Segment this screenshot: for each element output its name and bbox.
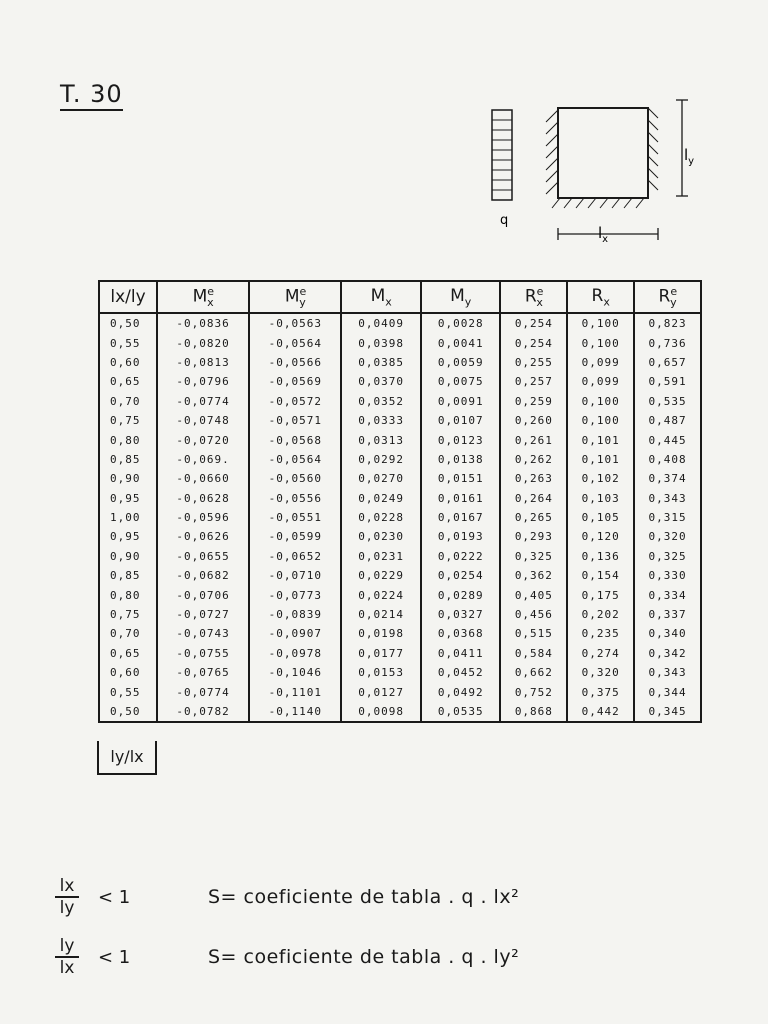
value-cell: 0,362 bbox=[500, 566, 567, 585]
value-cell: -0,0907 bbox=[249, 624, 341, 643]
value-cell: 0,0107 bbox=[421, 411, 501, 430]
ratio-fraction bbox=[52, 876, 82, 918]
header-symbol: M bbox=[450, 285, 465, 306]
value-cell: -0,0660 bbox=[157, 469, 249, 488]
value-cell: -0,0727 bbox=[157, 605, 249, 624]
value-cell: 0,101 bbox=[567, 430, 634, 449]
value-cell: 0,136 bbox=[567, 547, 634, 566]
ratio-cell: 0,95 bbox=[99, 527, 157, 546]
value-cell: 0,105 bbox=[567, 508, 634, 527]
value-cell: 0,259 bbox=[500, 392, 567, 411]
value-cell: 0,099 bbox=[567, 353, 634, 372]
header-symbol: M bbox=[370, 285, 386, 306]
formula-text: S= coeficiente de tabla . q . ly² bbox=[208, 946, 520, 968]
value-cell: 0,0198 bbox=[341, 624, 421, 643]
value-cell: -0,0748 bbox=[157, 411, 249, 430]
value-cell: -0,0773 bbox=[249, 585, 341, 604]
value-cell: 0,0398 bbox=[341, 333, 421, 352]
table-row bbox=[99, 585, 701, 604]
ratio-cell: 0,60 bbox=[99, 663, 157, 682]
value-cell: 0,487 bbox=[634, 411, 701, 430]
value-cell: 0,100 bbox=[567, 392, 634, 411]
header-subscript: x bbox=[603, 295, 610, 309]
value-cell: 0,0370 bbox=[341, 372, 421, 391]
ratio-cell: 0,75 bbox=[99, 411, 157, 430]
value-cell: -0,1046 bbox=[249, 663, 341, 682]
value-cell: 0,0161 bbox=[421, 489, 501, 508]
table-row bbox=[99, 469, 701, 488]
header-mx bbox=[341, 281, 421, 313]
value-cell: 0,0254 bbox=[421, 566, 501, 585]
value-cell: 0,868 bbox=[500, 702, 567, 722]
value-cell: -0,0655 bbox=[157, 547, 249, 566]
value-cell: 0,736 bbox=[634, 333, 701, 352]
value-cell: 0,337 bbox=[634, 605, 701, 624]
table-row bbox=[99, 372, 701, 391]
value-cell: 0,265 bbox=[500, 508, 567, 527]
value-cell: -0,0755 bbox=[157, 644, 249, 663]
value-cell: -0,0566 bbox=[249, 353, 341, 372]
value-cell: -0,0564 bbox=[249, 450, 341, 469]
header-subscript: x bbox=[207, 296, 214, 310]
value-cell: 0,325 bbox=[500, 547, 567, 566]
header-superscript: e bbox=[536, 284, 544, 298]
value-cell: 0,0224 bbox=[341, 585, 421, 604]
coefficient-table-wrapper bbox=[98, 280, 702, 723]
header-subscript: x bbox=[536, 296, 543, 310]
value-cell: 0,261 bbox=[500, 430, 567, 449]
value-cell: 0,0151 bbox=[421, 469, 501, 488]
formula-row-2 bbox=[52, 936, 519, 978]
header-symbol: M bbox=[192, 286, 208, 307]
table-row bbox=[99, 392, 701, 411]
value-cell: 0,320 bbox=[567, 663, 634, 682]
header-mxe bbox=[157, 281, 249, 313]
value-cell: -0,0652 bbox=[249, 547, 341, 566]
table-header-row bbox=[99, 281, 701, 313]
ratio-cell: 0,95 bbox=[99, 489, 157, 508]
value-cell: -0,0765 bbox=[157, 663, 249, 682]
header-subscript: y bbox=[299, 296, 306, 310]
value-cell: 0,334 bbox=[634, 585, 701, 604]
value-cell: -0,0743 bbox=[157, 624, 249, 643]
slab-icon bbox=[546, 108, 658, 208]
table-row bbox=[99, 547, 701, 566]
value-cell: 0,325 bbox=[634, 547, 701, 566]
value-cell: -0,0599 bbox=[249, 527, 341, 546]
value-cell: 0,515 bbox=[500, 624, 567, 643]
value-cell: 0,175 bbox=[567, 585, 634, 604]
value-cell: 0,0249 bbox=[341, 489, 421, 508]
table-row bbox=[99, 663, 701, 682]
ratio-cell: 0,90 bbox=[99, 547, 157, 566]
value-cell: 0,0327 bbox=[421, 605, 501, 624]
value-cell: 0,343 bbox=[634, 663, 701, 682]
value-cell: -0,0569 bbox=[249, 372, 341, 391]
fraction-denominator: lx bbox=[59, 958, 75, 978]
value-cell: 0,0041 bbox=[421, 333, 501, 352]
table-row bbox=[99, 605, 701, 624]
value-cell: -0,0782 bbox=[157, 702, 249, 722]
value-cell: 0,0123 bbox=[421, 430, 501, 449]
value-cell: 0,0098 bbox=[341, 702, 421, 722]
dimension-lx-sub: x bbox=[602, 234, 609, 245]
table-row bbox=[99, 450, 701, 469]
value-cell: 0,260 bbox=[500, 411, 567, 430]
value-cell: 0,0167 bbox=[421, 508, 501, 527]
value-cell: 0,535 bbox=[634, 392, 701, 411]
value-cell: 0,264 bbox=[500, 489, 567, 508]
value-cell: 0,202 bbox=[567, 605, 634, 624]
value-cell: 0,0153 bbox=[341, 663, 421, 682]
value-cell: -0,0596 bbox=[157, 508, 249, 527]
value-cell: 0,101 bbox=[567, 450, 634, 469]
ratio-cell: 0,65 bbox=[99, 372, 157, 391]
fraction-numerator: ly bbox=[59, 936, 75, 956]
ratio-fraction bbox=[52, 936, 82, 978]
value-cell: 0,0292 bbox=[341, 450, 421, 469]
value-cell: 0,344 bbox=[634, 682, 701, 701]
value-cell: 0,293 bbox=[500, 527, 567, 546]
value-cell: 0,374 bbox=[634, 469, 701, 488]
table-row bbox=[99, 508, 701, 527]
value-cell: -0,0706 bbox=[157, 585, 249, 604]
value-cell: -0,0839 bbox=[249, 605, 341, 624]
header-subscript: y bbox=[464, 295, 472, 309]
value-cell: 0,0059 bbox=[421, 353, 501, 372]
ratio-cell: 0,80 bbox=[99, 585, 157, 604]
value-cell: -0,069. bbox=[157, 450, 249, 469]
fraction-numerator: lx bbox=[59, 876, 75, 896]
value-cell: -0,0836 bbox=[157, 313, 249, 333]
value-cell: 0,100 bbox=[567, 313, 634, 333]
table-row bbox=[99, 624, 701, 643]
ratio-cell: 0,65 bbox=[99, 644, 157, 663]
value-cell: 0,0535 bbox=[421, 702, 501, 722]
value-cell: 0,263 bbox=[500, 469, 567, 488]
value-cell: 0,262 bbox=[500, 450, 567, 469]
table-row bbox=[99, 489, 701, 508]
value-cell: 0,315 bbox=[634, 508, 701, 527]
header-ratio: lx/ly bbox=[99, 281, 157, 313]
value-cell: -0,0626 bbox=[157, 527, 249, 546]
value-cell: 0,0409 bbox=[341, 313, 421, 333]
ratio-cell: 0,80 bbox=[99, 430, 157, 449]
value-cell: -0,0682 bbox=[157, 566, 249, 585]
value-cell: 0,102 bbox=[567, 469, 634, 488]
header-symbol: M bbox=[284, 286, 300, 307]
value-cell: 0,0230 bbox=[341, 527, 421, 546]
ratio-cell: 0,50 bbox=[99, 702, 157, 722]
slab-diagram bbox=[480, 88, 700, 248]
value-cell: -0,1140 bbox=[249, 702, 341, 722]
value-cell: 0,0193 bbox=[421, 527, 501, 546]
value-cell: 0,274 bbox=[567, 644, 634, 663]
value-cell: 0,0177 bbox=[341, 644, 421, 663]
dimension-ly-label: l bbox=[684, 146, 689, 164]
value-cell: -0,0774 bbox=[157, 682, 249, 701]
header-subscript: x bbox=[385, 295, 392, 309]
value-cell: -0,1101 bbox=[249, 682, 341, 701]
value-cell: -0,0571 bbox=[249, 411, 341, 430]
header-rx bbox=[567, 281, 634, 313]
header-symbol: R bbox=[524, 286, 537, 307]
ratio-cell: 0,85 bbox=[99, 450, 157, 469]
header-symbol: R bbox=[658, 286, 671, 307]
value-cell: 0,0368 bbox=[421, 624, 501, 643]
table-row bbox=[99, 430, 701, 449]
value-cell: 0,584 bbox=[500, 644, 567, 663]
dimension-ly-sub: y bbox=[688, 156, 695, 167]
value-cell: 0,345 bbox=[634, 702, 701, 722]
table-row bbox=[99, 566, 701, 585]
value-cell: -0,0796 bbox=[157, 372, 249, 391]
value-cell: 0,0231 bbox=[341, 547, 421, 566]
value-cell: 0,0270 bbox=[341, 469, 421, 488]
table-row bbox=[99, 682, 701, 701]
value-cell: -0,0572 bbox=[249, 392, 341, 411]
value-cell: 0,343 bbox=[634, 489, 701, 508]
value-cell: 0,255 bbox=[500, 353, 567, 372]
condition-text: < 1 bbox=[98, 946, 131, 968]
svg-text:lx bbox=[598, 224, 608, 245]
value-cell: 0,330 bbox=[634, 566, 701, 585]
value-cell: 0,254 bbox=[500, 313, 567, 333]
value-cell: 0,340 bbox=[634, 624, 701, 643]
value-cell: 0,103 bbox=[567, 489, 634, 508]
header-subscript: y bbox=[670, 296, 677, 310]
ratio-cell: 0,55 bbox=[99, 333, 157, 352]
table-row bbox=[99, 527, 701, 546]
value-cell: -0,0628 bbox=[157, 489, 249, 508]
ratio-cell: 0,60 bbox=[99, 353, 157, 372]
value-cell: -0,0560 bbox=[249, 469, 341, 488]
value-cell: -0,0568 bbox=[249, 430, 341, 449]
value-cell: 0,0492 bbox=[421, 682, 501, 701]
value-cell: 0,0385 bbox=[341, 353, 421, 372]
value-cell: -0,0556 bbox=[249, 489, 341, 508]
value-cell: -0,0564 bbox=[249, 333, 341, 352]
distributed-load-icon bbox=[492, 110, 512, 200]
header-symbol: R bbox=[591, 285, 604, 306]
header-superscript: e bbox=[670, 284, 678, 298]
ratio-cell: 0,70 bbox=[99, 392, 157, 411]
value-cell: 0,0452 bbox=[421, 663, 501, 682]
value-cell: 0,257 bbox=[500, 372, 567, 391]
header-rxe bbox=[500, 281, 567, 313]
load-label: q bbox=[500, 213, 509, 228]
dimension-lx-label: l bbox=[598, 224, 603, 242]
table-row bbox=[99, 702, 701, 722]
value-cell: 0,591 bbox=[634, 372, 701, 391]
value-cell: 0,442 bbox=[567, 702, 634, 722]
ratio-cell: 0,75 bbox=[99, 605, 157, 624]
ratio-cell: 0,55 bbox=[99, 682, 157, 701]
value-cell: 0,375 bbox=[567, 682, 634, 701]
value-cell: 0,320 bbox=[634, 527, 701, 546]
fraction-denominator: ly bbox=[59, 898, 75, 918]
header-mye bbox=[249, 281, 341, 313]
formula-text: S= coeficiente de tabla . q . lx² bbox=[208, 886, 520, 908]
value-cell: -0,0978 bbox=[249, 644, 341, 663]
value-cell: 0,823 bbox=[634, 313, 701, 333]
value-cell: 0,0411 bbox=[421, 644, 501, 663]
value-cell: 0,0214 bbox=[341, 605, 421, 624]
header-superscript: e bbox=[207, 284, 215, 298]
value-cell: 0,0138 bbox=[421, 450, 501, 469]
table-title: T. 30 bbox=[60, 80, 123, 111]
ratio-cell: 0,50 bbox=[99, 313, 157, 333]
header-my bbox=[421, 281, 501, 313]
svg-text:ly bbox=[684, 146, 694, 167]
value-cell: 0,100 bbox=[567, 411, 634, 430]
value-cell: 0,0028 bbox=[421, 313, 501, 333]
value-cell: 0,0289 bbox=[421, 585, 501, 604]
value-cell: -0,0820 bbox=[157, 333, 249, 352]
value-cell: 0,405 bbox=[500, 585, 567, 604]
value-cell: 0,099 bbox=[567, 372, 634, 391]
value-cell: 0,342 bbox=[634, 644, 701, 663]
table-row bbox=[99, 644, 701, 663]
value-cell: -0,0563 bbox=[249, 313, 341, 333]
value-cell: -0,0720 bbox=[157, 430, 249, 449]
value-cell: -0,0551 bbox=[249, 508, 341, 527]
value-cell: 0,445 bbox=[634, 430, 701, 449]
ratio-cell: 0,70 bbox=[99, 624, 157, 643]
value-cell: 0,657 bbox=[634, 353, 701, 372]
footer-ratio-label: ly/lx bbox=[97, 741, 157, 775]
value-cell: 0,752 bbox=[500, 682, 567, 701]
value-cell: -0,0710 bbox=[249, 566, 341, 585]
value-cell: 0,456 bbox=[500, 605, 567, 624]
value-cell: 0,0091 bbox=[421, 392, 501, 411]
value-cell: 0,0229 bbox=[341, 566, 421, 585]
ratio-cell: 1,00 bbox=[99, 508, 157, 527]
value-cell: 0,0222 bbox=[421, 547, 501, 566]
value-cell: 0,408 bbox=[634, 450, 701, 469]
value-cell: -0,0774 bbox=[157, 392, 249, 411]
value-cell: 0,0127 bbox=[341, 682, 421, 701]
value-cell: 0,235 bbox=[567, 624, 634, 643]
value-cell: 0,662 bbox=[500, 663, 567, 682]
table-row bbox=[99, 411, 701, 430]
value-cell: 0,120 bbox=[567, 527, 634, 546]
coefficient-table bbox=[98, 280, 702, 723]
condition-text: < 1 bbox=[98, 886, 131, 908]
header-rye bbox=[634, 281, 701, 313]
value-cell: 0,0313 bbox=[341, 430, 421, 449]
table-row bbox=[99, 333, 701, 352]
value-cell: -0,0813 bbox=[157, 353, 249, 372]
ratio-cell: 0,90 bbox=[99, 469, 157, 488]
value-cell: 0,0333 bbox=[341, 411, 421, 430]
table-row bbox=[99, 353, 701, 372]
value-cell: 0,154 bbox=[567, 566, 634, 585]
ratio-cell: 0,85 bbox=[99, 566, 157, 585]
formula-row-1 bbox=[52, 876, 519, 918]
value-cell: 0,0352 bbox=[341, 392, 421, 411]
value-cell: 0,100 bbox=[567, 333, 634, 352]
header-superscript: e bbox=[299, 284, 307, 298]
table-row bbox=[99, 313, 701, 333]
value-cell: 0,0075 bbox=[421, 372, 501, 391]
value-cell: 0,254 bbox=[500, 333, 567, 352]
value-cell: 0,0228 bbox=[341, 508, 421, 527]
